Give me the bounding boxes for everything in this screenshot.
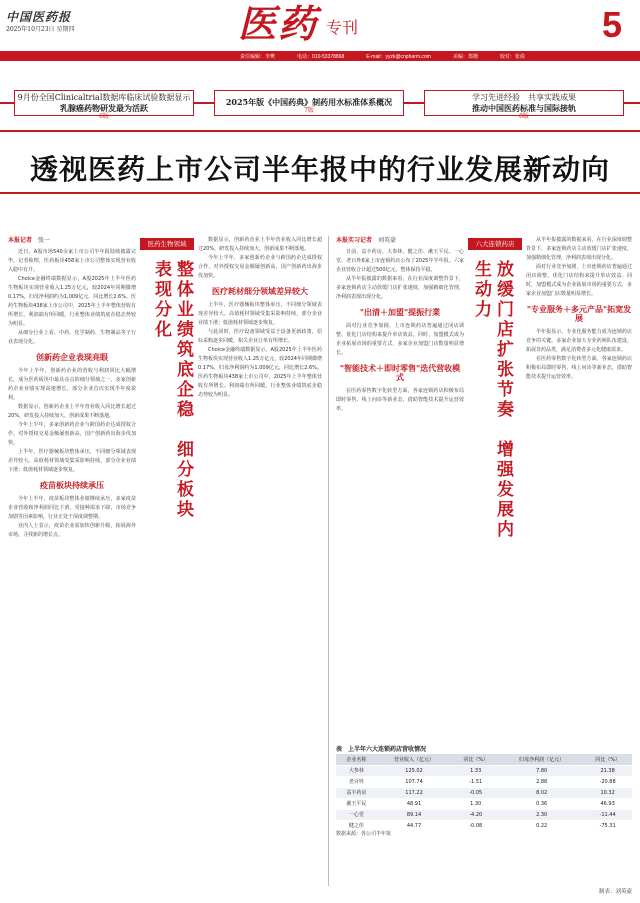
paragraph: 业内人士表示，疫苗企业需加快创新升级，拓展海外市场，寻找新的增长点。 bbox=[8, 523, 136, 538]
brand-title: 医药 bbox=[238, 1, 319, 46]
headline-rule-bottom bbox=[0, 192, 640, 194]
table-cell: 46.93 bbox=[583, 798, 632, 809]
byline-prefix: 本报实习记者 bbox=[336, 237, 373, 244]
table-cell: 125.02 bbox=[377, 765, 452, 776]
page-number: 5 bbox=[601, 4, 622, 45]
table-cell: 健之佳 bbox=[336, 820, 377, 831]
right-tag: 六大连锁药店 bbox=[468, 238, 522, 250]
table-cell: -75.31 bbox=[583, 820, 632, 831]
left-article-col1 bbox=[8, 236, 136, 886]
table-header: 企业名称 bbox=[336, 754, 377, 765]
byline-name: 刘英豪 bbox=[378, 237, 397, 244]
table-row bbox=[336, 809, 632, 820]
subhead: "出清＋加盟"提振行業 bbox=[359, 307, 441, 317]
table-header: 同比（%） bbox=[451, 754, 500, 765]
paragraph: 上半年，医疗器械板块整体承压，不同细分领域表现差异较大。高值耗材领域受集采影响持续，部分企业业绩下滑；低值耗材领域逐步恢复。 bbox=[8, 449, 136, 473]
page-guide bbox=[0, 90, 640, 120]
masthead bbox=[0, 0, 640, 80]
guide-page: 7版 bbox=[304, 107, 314, 114]
guide-subtitle: 推动中国医药标准与国际接轨 bbox=[472, 103, 576, 113]
table-cell: 107.74 bbox=[377, 776, 452, 787]
column-divider bbox=[328, 236, 329, 886]
left-article-col2 bbox=[198, 236, 322, 886]
paragraph: 数据显示，创新药企业上半年营业收入同比增长超过20%，研发投入持续加大，创新成果不断落地。 bbox=[198, 237, 322, 252]
table-note: 数据来源：各公司半年报 bbox=[336, 831, 392, 837]
subhead: "专业服务＋多元产品"拓宽发展 bbox=[526, 304, 632, 323]
finance-table bbox=[336, 754, 632, 832]
table-cell: -20.88 bbox=[583, 776, 632, 787]
meta-bar bbox=[0, 51, 640, 61]
paragraph: 在医药零售数字化转型方面，各家连锁药店积极布局即时零售、线上问诊等新业态，借助智能技术提升运营效率。 bbox=[526, 356, 632, 380]
table-cell: -1.51 bbox=[451, 776, 500, 787]
table-cell: 21.38 bbox=[583, 765, 632, 776]
table-row bbox=[336, 776, 632, 787]
paragraph: 从半年报披露的数据来看，在行业深度调整背景下，多家连锁药店主动放缓门店扩张速度，加强精细化管理，净利润表现出现分化。 bbox=[526, 237, 632, 261]
table-cell: 89.14 bbox=[377, 809, 452, 820]
meta-editor: 责任编辑：李樊 bbox=[240, 53, 276, 60]
table-cell: 2.88 bbox=[500, 776, 583, 787]
guide-title: 2025年版《中国药典》制药用水标准体系概况 bbox=[225, 97, 393, 107]
paragraph: 半年报显示，专业化服务能力成为连锁药店竞争的关键。多家企业加大专业药师队伍建设，拓展非药品类，满足消费者多元化健康需求。 bbox=[526, 329, 632, 353]
paragraph: 今年上半年，创新药企业的营收与利润同比大幅增长，成为医药板块中最具亮点的细分领域之一。多家创新药企业业绩实现高速增长，部分企业首次实现半年度盈利。 bbox=[8, 368, 136, 401]
paragraph: 从半年报披露的数据来看，在行业深度调整背景下，多家连锁药店主动放缓门店扩张速度，加强精细化管理，净利润表现出现分化。 bbox=[336, 276, 464, 300]
byline-prefix: 本报记者 bbox=[8, 237, 33, 244]
guide-title: 9月份全国Clinicaltrial数据库临床试验数据显示 bbox=[17, 93, 191, 102]
table-header: 营业收入（亿元） bbox=[377, 754, 452, 765]
paragraph: 今年上半年，多家创新药企业与跨国药企达成授权合作，对外授权交易金额屡创新高，国产创新药出海步伐加快。 bbox=[8, 422, 136, 446]
table-row bbox=[336, 798, 632, 809]
table-cell: -11.44 bbox=[583, 809, 632, 820]
table-row bbox=[336, 787, 632, 798]
paragraph: 近日，A股市场540余家上市公司半年报陆续披露完毕。记者梳理，医药板块458家上市公司整体实现营业收入稳中有升。 bbox=[8, 249, 136, 273]
table-cell: 48.91 bbox=[377, 798, 452, 809]
table-header-row bbox=[336, 754, 632, 765]
table-cell: 117.22 bbox=[377, 787, 452, 798]
table-editor: 制表：刘英豪 bbox=[598, 889, 632, 895]
meta-designer: 美编：郑珊 bbox=[452, 53, 478, 60]
subhead: 疫苗板块持续承压 bbox=[40, 480, 104, 490]
brand-subtitle: 专刊 bbox=[326, 18, 359, 37]
meta-phone: 电话：010-53378868 bbox=[297, 53, 345, 60]
paper-name: 中国医药报 bbox=[6, 10, 72, 24]
table-title: 表 上半年六大连锁药店营收情况 bbox=[336, 746, 427, 753]
paper-date: 2025年10月23日 星期四 bbox=[6, 26, 75, 33]
table-cell: 8.02 bbox=[500, 787, 583, 798]
paragraph: Choice金融终端数据显示，A股2025年上半年医药生物板块实现营业收入1.25万亿元，较2024年同期微增0.17%，归母净利润约为1,009亿元，同比增长2.6%。医药生物板块438家上市公司中，2025年上半年整体营收有所增长、利润端有所回暖。行业整体业绩筑底企稳态势较为明显。 bbox=[198, 347, 322, 398]
guide-page: 8版 bbox=[519, 113, 529, 120]
table-cell: 10.32 bbox=[583, 787, 632, 798]
guide-link-8[interactable] bbox=[424, 90, 624, 120]
paragraph: 面对行业竞争加剧，上市连锁药店普遍通过闭店调整、优化门店结构来提升单店效益。同时，加盟模式成为企业拓展市场的重要方式，多家企业加盟门店数量明显增长。 bbox=[526, 264, 632, 297]
paragraph: 与此同时，医疗设备领域受益于设备更新政策，招标采购逐步回暖，相关企业订单有所增长。 bbox=[198, 329, 322, 344]
table-header: 同比（%） bbox=[583, 754, 632, 765]
paragraph: 数据显示，创新药企业上半年营业收入同比增长超过20%，研发投入持续加大，创新成果不断落地。 bbox=[8, 404, 136, 419]
left-tag: 医药生物领域 bbox=[140, 238, 194, 250]
table-cell: 1.30 bbox=[451, 798, 500, 809]
right-byline bbox=[336, 236, 464, 245]
paragraph: Choice金融终端数据显示，A股2025年上半年医药生物板块实现营业收入1.25万亿元，较2024年同期微增0.17%，归母净利润约为1,009亿元，同比增长2.6%。医药生物板块438家上市公司中，2025年上半年整体营收有所增长、利润端有所回暖。行业整体业绩筑底企稳态势较为明显。 bbox=[8, 276, 136, 327]
table-cell: 一心堂 bbox=[336, 809, 377, 820]
paragraph: 今年上半年，疫苗板块整体业绩继续承压，多家疫苗企业营收和净利润同比下滑。受接种需求下降、市场竞争加剧等因素影响，行业正处于深度调整期。 bbox=[8, 496, 136, 520]
table-cell: 益丰药房 bbox=[336, 787, 377, 798]
headline-rule-top bbox=[0, 130, 640, 132]
paragraph: 面对行业竞争加剧，上市连锁药店普遍通过闭店调整、优化门店结构来提升单店效益。同时，加盟模式成为企业拓展市场的重要方式，多家企业加盟门店数量明显增长。 bbox=[336, 323, 464, 356]
paragraph: 日前，益丰药房、大参林、健之佳、漱玉平民、一心堂、老百姓6家上市连锁药店公布了2025年半年报。六家企业营收合计超过500亿元，整体保持平稳。 bbox=[336, 249, 464, 273]
paragraph: 今年上半年，多家创新药企业与跨国药企达成授权合作，对外授权交易金额屡创新高，国产创新药出海步伐加快。 bbox=[198, 255, 322, 279]
left-vertical-title: 整体业绩筑底企稳 细分板块表现分化 bbox=[151, 260, 193, 520]
table-cell: 7.80 bbox=[500, 765, 583, 776]
table-cell: 老百姓 bbox=[336, 776, 377, 787]
guide-page: 6版 bbox=[99, 113, 109, 120]
byline-name: 张一 bbox=[38, 237, 51, 244]
paragraph: 从细分行业上看，中药、化学制药、生物制品等子行业表现分化。 bbox=[8, 330, 136, 345]
guide-link-6[interactable] bbox=[14, 90, 194, 120]
table-cell: 2.30 bbox=[500, 809, 583, 820]
subhead: 创新药企业表现亮眼 bbox=[36, 352, 108, 362]
table-cell: 漱玉平民 bbox=[336, 798, 377, 809]
table-row bbox=[336, 765, 632, 776]
paragraph: 在医药零售数字化转型方面，各家连锁药店积极布局即时零售、线上问诊等新业态，借助智能技术提升运营效率。 bbox=[336, 388, 464, 412]
left-byline bbox=[8, 236, 136, 245]
meta-proofreader: 校对：张倩 bbox=[499, 53, 525, 60]
table-cell: 1.33 bbox=[451, 765, 500, 776]
table-cell: -4.20 bbox=[451, 809, 500, 820]
right-vertical-title: 放缓门店扩张节奏 增强发展内生动力 bbox=[471, 260, 513, 540]
meta-email: E-mail：yyzk@cnpharm.com bbox=[366, 53, 431, 60]
table-cell: -0.05 bbox=[451, 787, 500, 798]
table-cell: 0.22 bbox=[500, 820, 583, 831]
subhead: "智能技术＋即时零售"迭代营收模式 bbox=[339, 363, 461, 382]
table-cell: 0.36 bbox=[500, 798, 583, 809]
section-brand bbox=[238, 1, 359, 46]
headline: 透视医药上市公司半年报中的行业发展新动向 bbox=[29, 153, 610, 186]
table-cell: 大参林 bbox=[336, 765, 377, 776]
right-article-col1 bbox=[336, 236, 464, 736]
table-cell: -0.08 bbox=[451, 820, 500, 831]
table-header: 归母净利润（亿元） bbox=[500, 754, 583, 765]
guide-title: 学习先进经验 共享实践成果 bbox=[472, 93, 576, 102]
table-cell: 44.77 bbox=[377, 820, 452, 831]
subhead: 医疗耗材细分领域差异较大 bbox=[212, 286, 308, 296]
guide-subtitle: 乳腺癌药物研发最为活跃 bbox=[60, 103, 148, 113]
paragraph: 上半年，医疗器械板块整体承压，不同细分领域表现差异较大。高值耗材领域受集采影响持续，部分企业业绩下滑；低值耗材领域逐步恢复。 bbox=[198, 302, 322, 326]
guide-link-7[interactable] bbox=[214, 90, 404, 116]
right-article-col2 bbox=[526, 236, 632, 736]
